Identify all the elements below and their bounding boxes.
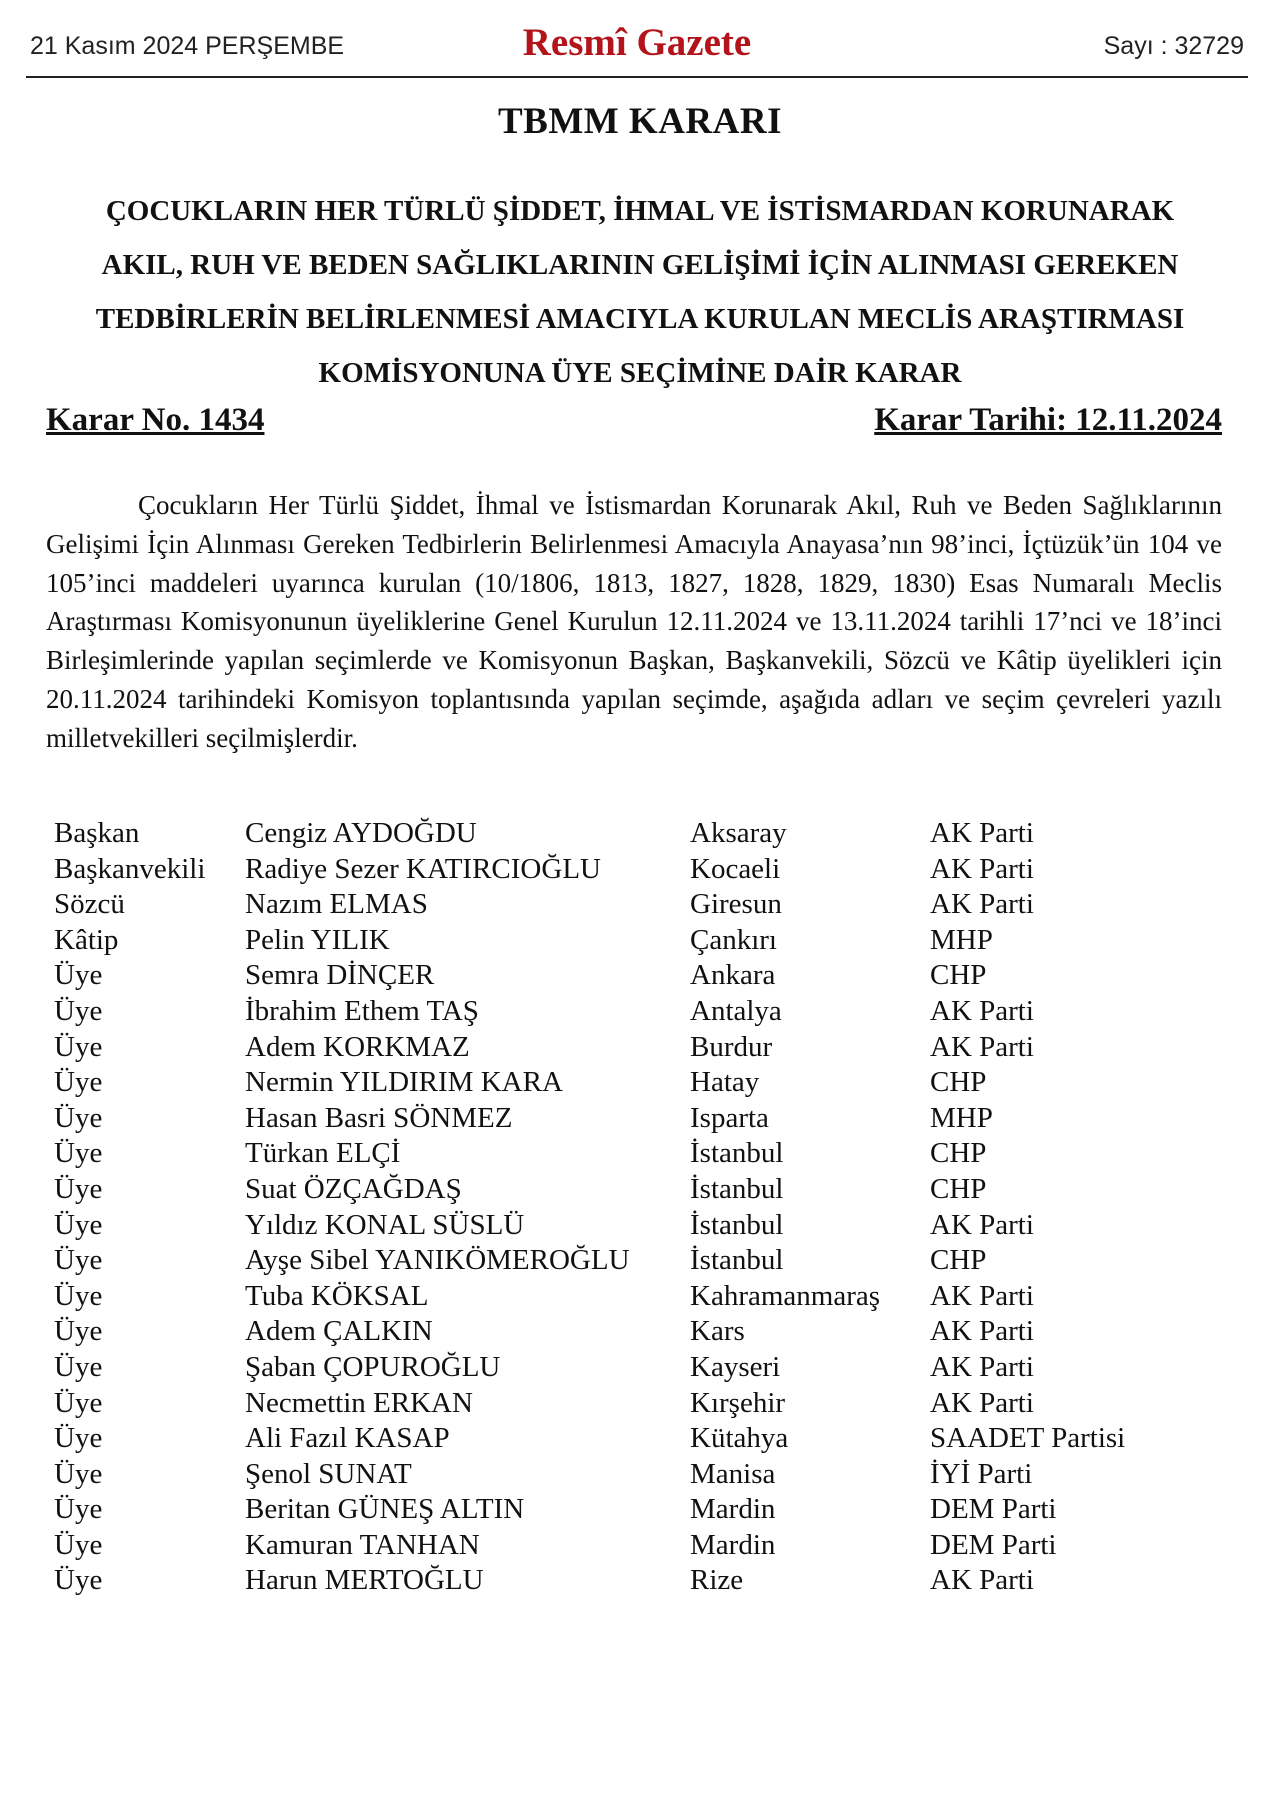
member-city: Antalya <box>690 994 782 1027</box>
member-party: CHP <box>930 1172 987 1205</box>
member-city: İstanbul <box>690 1244 784 1277</box>
member-city: Manisa <box>690 1457 776 1490</box>
member-role: Üye <box>54 1528 103 1561</box>
member-name: Hasan Basri SÖNMEZ <box>245 1101 513 1134</box>
member-name: Şaban ÇOPUROĞLU <box>245 1350 501 1383</box>
member-city: Mardin <box>690 1493 776 1526</box>
member-role: Üye <box>54 1457 103 1490</box>
member-role: Üye <box>54 1172 103 1205</box>
member-party: AK Parti <box>930 888 1034 921</box>
member-row <box>54 1564 1234 1600</box>
member-role: Üye <box>54 994 103 1027</box>
member-row <box>54 1173 1234 1209</box>
member-row <box>54 888 1234 924</box>
member-name: Yıldız KONAL SÜSLÜ <box>245 1208 525 1241</box>
member-city: Burdur <box>690 1030 773 1063</box>
document-subject <box>40 184 1240 400</box>
member-party: CHP <box>930 959 987 992</box>
member-role: Başkan <box>54 817 140 849</box>
member-role: Üye <box>54 1244 103 1277</box>
subject-line: KOMİSYONUNA ÜYE SEÇİMİNE DAİR KARAR <box>318 357 962 389</box>
member-name: Türkan ELÇİ <box>245 1137 401 1170</box>
subject-line: TEDBİRLERİN BELİRLENMESİ AMACIYLA KURULAN MECLİS ARAŞTIRMASI <box>95 303 1185 335</box>
member-party: AK Parti <box>930 817 1034 849</box>
member-party: AK Parti <box>930 1279 1034 1312</box>
member-row <box>54 1529 1234 1565</box>
member-name: Radiye Sezer KATIRCIOĞLU <box>245 852 601 885</box>
member-row <box>54 1280 1234 1316</box>
member-name: Adem ÇALKIN <box>245 1315 433 1348</box>
member-city: Kütahya <box>690 1422 789 1455</box>
member-row <box>54 817 1234 853</box>
member-role: Üye <box>54 1101 103 1134</box>
member-row <box>54 1351 1234 1387</box>
member-city: Çankırı <box>690 923 777 956</box>
issue-date: 21 Kasım 2024 PERŞEMBE <box>30 32 345 60</box>
member-name: Şenol SUNAT <box>245 1457 412 1490</box>
member-role: Üye <box>54 1564 103 1597</box>
member-party: DEM Parti <box>930 1528 1057 1561</box>
gazette-title: Resmî Gazete <box>522 21 752 64</box>
member-name: Necmettin ERKAN <box>245 1386 473 1419</box>
member-role: Üye <box>54 1350 103 1383</box>
member-role: Üye <box>54 1493 103 1526</box>
member-city: Kocaeli <box>690 852 781 885</box>
gazette-header <box>26 22 1248 78</box>
member-role: Üye <box>54 1208 103 1241</box>
member-row <box>54 959 1234 995</box>
member-party: CHP <box>930 1244 987 1277</box>
member-row <box>54 995 1234 1031</box>
member-row <box>54 1493 1234 1529</box>
subject-line: AKIL, RUH VE BEDEN SAĞLIKLARININ GELİŞİMİ İÇİN ALINMASI GEREKEN <box>101 249 1179 281</box>
member-name: Beritan GÜNEŞ ALTIN <box>245 1493 525 1526</box>
member-city: Hatay <box>690 1066 760 1099</box>
issue-number: Sayı : 32729 <box>1103 32 1244 60</box>
member-party: AK Parti <box>930 1315 1034 1348</box>
member-name: Cengiz AYDOĞDU <box>245 817 477 849</box>
member-party: AK Parti <box>930 852 1034 885</box>
member-name: Pelin YILIK <box>245 923 390 956</box>
member-role: Başkanvekili <box>54 852 206 885</box>
member-city: Kayseri <box>690 1350 781 1383</box>
intro-paragraph: Çocukların Her Türlü Şiddet, İhmal ve İstismardan Korunarak Akıl, Ruh ve Beden Sağlıklarının Gelişimi İçin Alınması Gereken Tedbirlerin Belirlenmesi Amacıyla Anayasa’nın 98’inci, İçtüzük’ün 104 ve 105’inci maddeleri uyarınca kurulan (10/1806, 1813, 1827, 1828, 1829, 1830) Esas Numaralı Meclis Araştırması Komisyonunun üyeliklerine Genel Kurulun 12.11.2024 ve 13.11.2024 tarihli 17’nci ve 18’inci Birleşimlerinde yapılan seçimlerde ve Komisyonun Başkan, Başkanvekili, Sözcü ve Kâtip üyelikleri için 20.11.2024 tarihindeki Komisyon toplantısında yapılan seçimde, aşağıda adları ve seçim çevreleri yazılı milletvekilleri seçilmişlerdir. <box>46 490 1222 753</box>
member-role: Üye <box>54 1066 103 1099</box>
member-party: AK Parti <box>930 1030 1034 1063</box>
member-city: Kırşehir <box>690 1386 786 1419</box>
member-party: MHP <box>930 923 993 956</box>
member-city: Aksaray <box>690 817 787 849</box>
member-city: Isparta <box>690 1101 769 1134</box>
decision-number: Karar No. 1434 <box>46 402 265 438</box>
member-city: İstanbul <box>690 1172 784 1205</box>
member-party: AK Parti <box>930 1564 1034 1597</box>
member-party: AK Parti <box>930 1386 1034 1419</box>
member-role: Üye <box>54 1137 103 1170</box>
member-list <box>54 817 1234 1600</box>
member-role: Üye <box>54 1279 103 1312</box>
member-role: Üye <box>54 1422 103 1455</box>
member-party: SAADET Partisi <box>930 1422 1126 1455</box>
member-row <box>54 1137 1234 1173</box>
member-city: Kars <box>690 1315 745 1348</box>
member-party: CHP <box>930 1137 987 1170</box>
member-row <box>54 1102 1234 1138</box>
member-row <box>54 853 1234 889</box>
member-name: Ayşe Sibel YANIKÖMEROĞLU <box>245 1244 630 1277</box>
member-name: Tuba KÖKSAL <box>245 1279 429 1312</box>
member-city: İstanbul <box>690 1208 784 1241</box>
decision-date: Karar Tarihi: 12.11.2024 <box>874 402 1222 438</box>
member-row <box>54 1209 1234 1245</box>
member-role: Üye <box>54 1386 103 1419</box>
member-city: Kahramanmaraş <box>690 1279 881 1312</box>
member-city: Ankara <box>690 959 776 992</box>
member-party: CHP <box>930 1066 987 1099</box>
member-party: AK Parti <box>930 1208 1034 1241</box>
member-role: Üye <box>54 1315 103 1348</box>
member-city: İstanbul <box>690 1137 784 1170</box>
member-party: DEM Parti <box>930 1493 1057 1526</box>
member-party: İYİ Parti <box>930 1457 1033 1490</box>
member-name: Nermin YILDIRIM KARA <box>245 1066 563 1099</box>
member-name: Adem KORKMAZ <box>245 1030 470 1063</box>
member-name: Nazım ELMAS <box>245 888 428 921</box>
member-role: Üye <box>54 1030 103 1063</box>
member-row <box>54 1031 1234 1067</box>
member-row <box>54 1066 1234 1102</box>
member-name: Kamuran TANHAN <box>245 1528 480 1561</box>
member-row <box>54 1315 1234 1351</box>
member-name: Semra DİNÇER <box>245 959 435 992</box>
member-name: Ali Fazıl KASAP <box>245 1422 450 1455</box>
member-role: Üye <box>54 959 103 992</box>
member-city: Mardin <box>690 1528 776 1561</box>
document-type: TBMM KARARI <box>497 101 782 142</box>
member-city: Giresun <box>690 888 782 921</box>
subject-line: ÇOCUKLARIN HER TÜRLÜ ŞİDDET, İHMAL VE İSTİSMARDAN KORUNARAK <box>105 195 1175 227</box>
member-role: Sözcü <box>54 888 125 921</box>
member-role: Kâtip <box>54 923 119 956</box>
member-party: MHP <box>930 1101 993 1134</box>
member-row <box>54 1458 1234 1494</box>
member-name: Suat ÖZÇAĞDAŞ <box>245 1172 462 1205</box>
member-city: Rize <box>690 1564 744 1597</box>
member-party: AK Parti <box>930 994 1034 1027</box>
member-row <box>54 1244 1234 1280</box>
member-name: Harun MERTOĞLU <box>245 1564 484 1597</box>
member-row <box>54 1387 1234 1423</box>
member-name: İbrahim Ethem TAŞ <box>245 994 479 1027</box>
member-party: AK Parti <box>930 1350 1034 1383</box>
member-row <box>54 924 1234 960</box>
member-row <box>54 1422 1234 1458</box>
